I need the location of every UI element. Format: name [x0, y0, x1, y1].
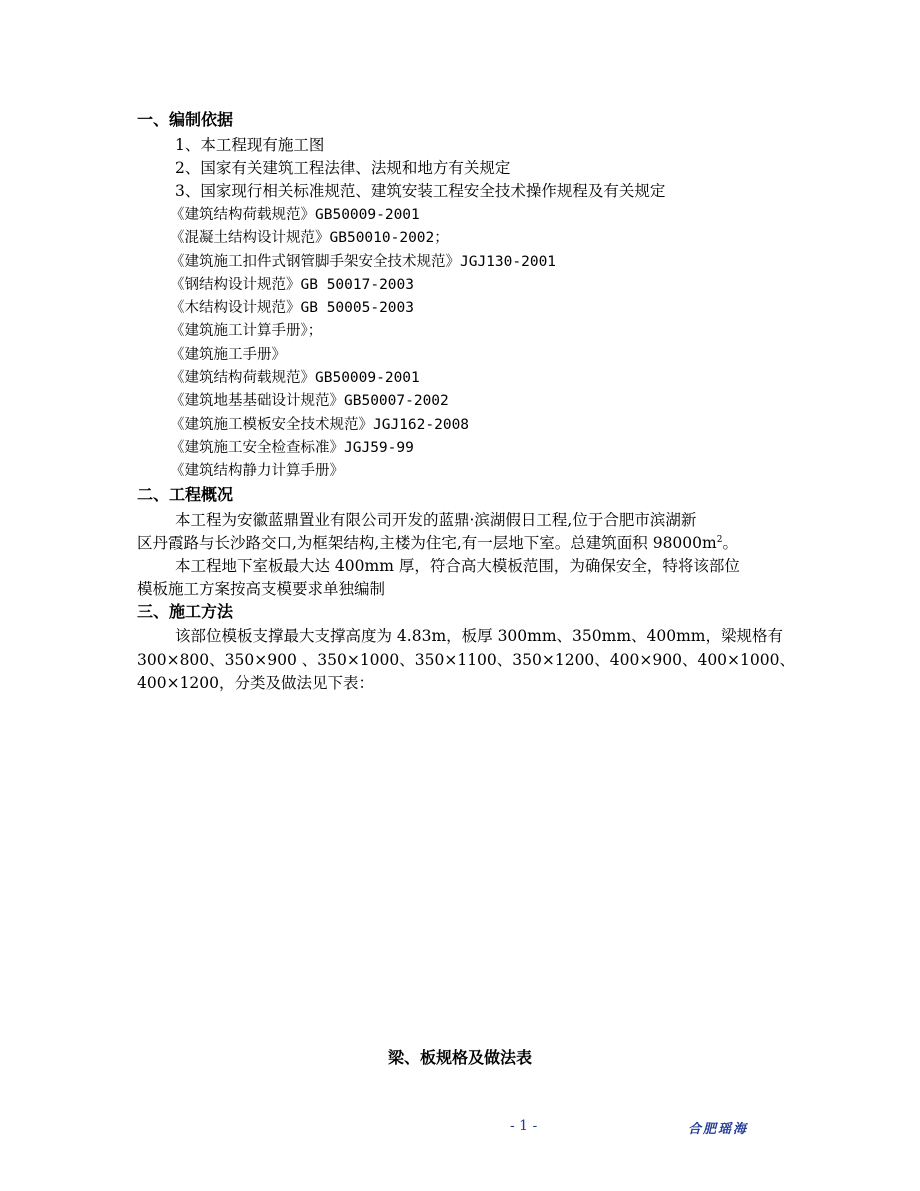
reference-item: 《建筑施工手册》	[170, 347, 286, 363]
reference-item: 《建筑施工安全检查标准》JGJ59-99	[170, 440, 414, 456]
basis-item: 2、国家有关建筑工程法律、法规和地方有关规定	[175, 159, 511, 177]
reference-item: 《建筑结构荷载规范》GB50009-2001	[170, 370, 420, 386]
reference-item: 《混凝土结构设计规范》GB50010-2002；	[170, 230, 449, 246]
reference-item: 《建筑施工计算手册》；	[170, 323, 323, 339]
section2-title: 二、工程概况	[137, 485, 234, 504]
overview-text-end: 。	[722, 534, 738, 552]
section1-title: 一、编制依据	[137, 110, 234, 129]
method-paragraph-line: 400×1200，分类及做法见下表：	[137, 674, 375, 692]
table-title: 梁、板规格及做法表	[387, 1048, 532, 1067]
reference-item: 《建筑施工扣件式钢管脚手架安全技术规范》JGJ130-2001	[170, 254, 557, 270]
page-number: - 1 -	[510, 1118, 538, 1134]
section3-title: 三、施工方法	[137, 602, 234, 621]
method-paragraph-line: 300×800、350×900 、350×1000、350×1100、350×1200、400×900、400×1000、	[137, 651, 795, 669]
reference-item: 《建筑结构静力计算手册》	[170, 463, 344, 479]
method-paragraph-line: 该部位模板支撑最大支撑高度为 4.83m，板厚 300mm、350mm、400mm，梁规格有	[175, 627, 784, 645]
basis-item: 3、国家现行相关标准规范、建筑安装工程安全技术操作规程及有关规定	[175, 182, 666, 200]
reference-item: 《建筑施工模板安全技术规范》JGJ162-2008	[170, 417, 470, 433]
footer-brand: 合肥瑶海	[688, 1122, 749, 1137]
overview-text: 区丹霞路与长沙路交口,为框架结构,主楼为住宅,有一层地下室。总建筑面积 98000m	[137, 534, 717, 552]
overview-paragraph-line: 模板施工方案按高支模要求单独编制	[137, 580, 386, 598]
overview-paragraph-line: 本工程为安徽蓝鼎置业有限公司开发的蓝鼎·滨湖假日工程,位于合肥市滨湖新	[175, 511, 697, 529]
superscript: 2	[716, 534, 723, 545]
reference-item: 《木结构设计规范》GB 50005-2003	[170, 300, 414, 316]
overview-paragraph-line	[137, 533, 738, 553]
reference-item: 《钢结构设计规范》GB 50017-2003	[170, 277, 414, 293]
basis-item: 1、本工程现有施工图	[175, 136, 325, 154]
reference-item: 《建筑结构荷载规范》GB50009-2001	[170, 207, 420, 223]
reference-item: 《建筑地基基础设计规范》GB50007-2002	[170, 393, 449, 409]
overview-paragraph-line: 本工程地下室板最大达 400mm 厚，符合高大模板范围，为确保安全，特将该部位	[175, 557, 740, 575]
